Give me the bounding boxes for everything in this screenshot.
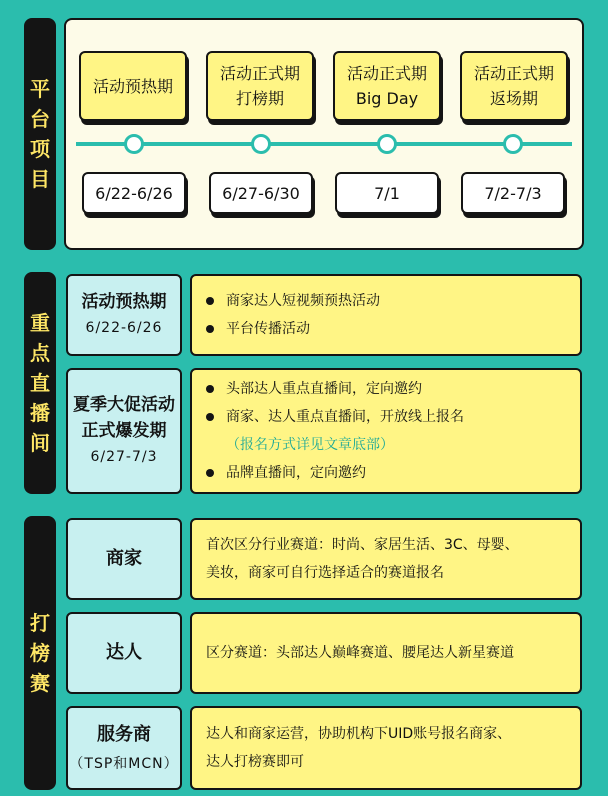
bullet-text: 商家、达人重点直播间，开放线上报名 [226,409,464,425]
phase-date [82,172,186,214]
timeline-line [76,142,572,146]
list-item [206,315,566,343]
live-row-main-label [66,368,182,494]
bullet-dot [206,385,214,393]
list-item [206,459,566,487]
live-row-preheat-content [190,274,582,356]
ranking-row-influencer-label [66,612,182,694]
bullet-dot [206,469,214,477]
live-row-preheat-label [66,274,182,356]
phase-label: Big Day [355,89,419,108]
phase-box-return [460,51,568,121]
row-subtitle: （TSP和MCN） [69,756,179,772]
side-char: 项 [30,137,50,161]
phase-label: 活动预热期 [92,76,173,96]
side-char: 目 [30,167,50,191]
phase-date [461,172,565,214]
timeline-node [503,134,523,154]
timeline-node [251,134,271,154]
side-char: 直 [30,371,50,395]
side-char: 点 [30,341,50,365]
list-item [206,403,566,431]
row-text: 达人打榜赛即可 [206,754,304,770]
row-title: 服务商 [97,724,151,745]
phase-label: 返场期 [489,89,538,108]
phase-date [335,172,439,214]
row-date: 6/27-7/3 [90,449,158,465]
phase-box-preheat [79,51,187,121]
row-date: 6/22-6/26 [85,320,163,336]
side-char: 榜 [30,641,50,665]
row-title: 夏季大促活动 [73,395,175,415]
ranking-row-provider-content [190,706,582,790]
bullet-text: 平台传播活动 [226,321,310,337]
row-text: 达人和商家运营，协助机构下UID账号报名商家、 [206,726,512,742]
side-char: 播 [30,401,50,425]
phase-label: 活动正式期 [346,64,427,83]
list-item [206,375,566,403]
date-text: 6/27-6/30 [222,183,300,203]
list-item [206,287,566,315]
timeline-node [377,134,397,154]
bullet-text: 商家达人短视频预热活动 [226,293,380,309]
row-title: 活动预热期 [81,292,167,312]
row-title: 正式爆发期 [81,421,167,441]
side-char: 台 [30,107,50,131]
phase-label: 活动正式期 [219,64,300,83]
timeline-node [124,134,144,154]
bullet-text: 品牌直播间，定向邀约 [226,465,366,481]
date-text: 6/22-6/26 [95,183,173,203]
signup-note: （报名方式详见文章底部） [226,437,394,453]
side-char: 打 [30,611,50,635]
ranking-row-merchant-content [190,518,582,600]
ranking-row-influencer-content [190,612,582,694]
live-row-main-content [190,368,582,494]
bullet-dot [206,325,214,333]
side-char: 平 [30,77,50,101]
bullet-text: 头部达人重点直播间，定向邀约 [226,381,422,397]
side-char: 赛 [30,671,50,695]
bullet-dot [206,297,214,305]
phase-box-bigday [333,51,441,121]
side-char: 间 [30,431,50,455]
row-title: 商家 [106,548,142,569]
bullet-dot [206,413,214,421]
section-label-ranking [24,516,56,790]
phase-box-ranking [206,51,314,121]
date-text: 7/2-7/3 [484,183,542,203]
row-text: 区分赛道：头部达人巅峰赛道、腰尾达人新星赛道 [206,645,514,661]
date-text: 7/1 [374,183,400,203]
row-text: 首次区分行业赛道：时尚、家居生活、3C、母婴、 [206,537,519,553]
side-char: 重 [30,311,50,335]
row-title: 达人 [106,642,142,663]
section-label-live [24,272,56,494]
ranking-row-provider-label [66,706,182,790]
section-label-platform [24,18,56,250]
phase-label: 活动正式期 [473,64,554,83]
row-text: 美妆，商家可自行选择适合的赛道报名 [206,565,444,581]
phase-label: 打榜期 [235,89,284,108]
phase-date [209,172,313,214]
ranking-row-merchant-label [66,518,182,600]
